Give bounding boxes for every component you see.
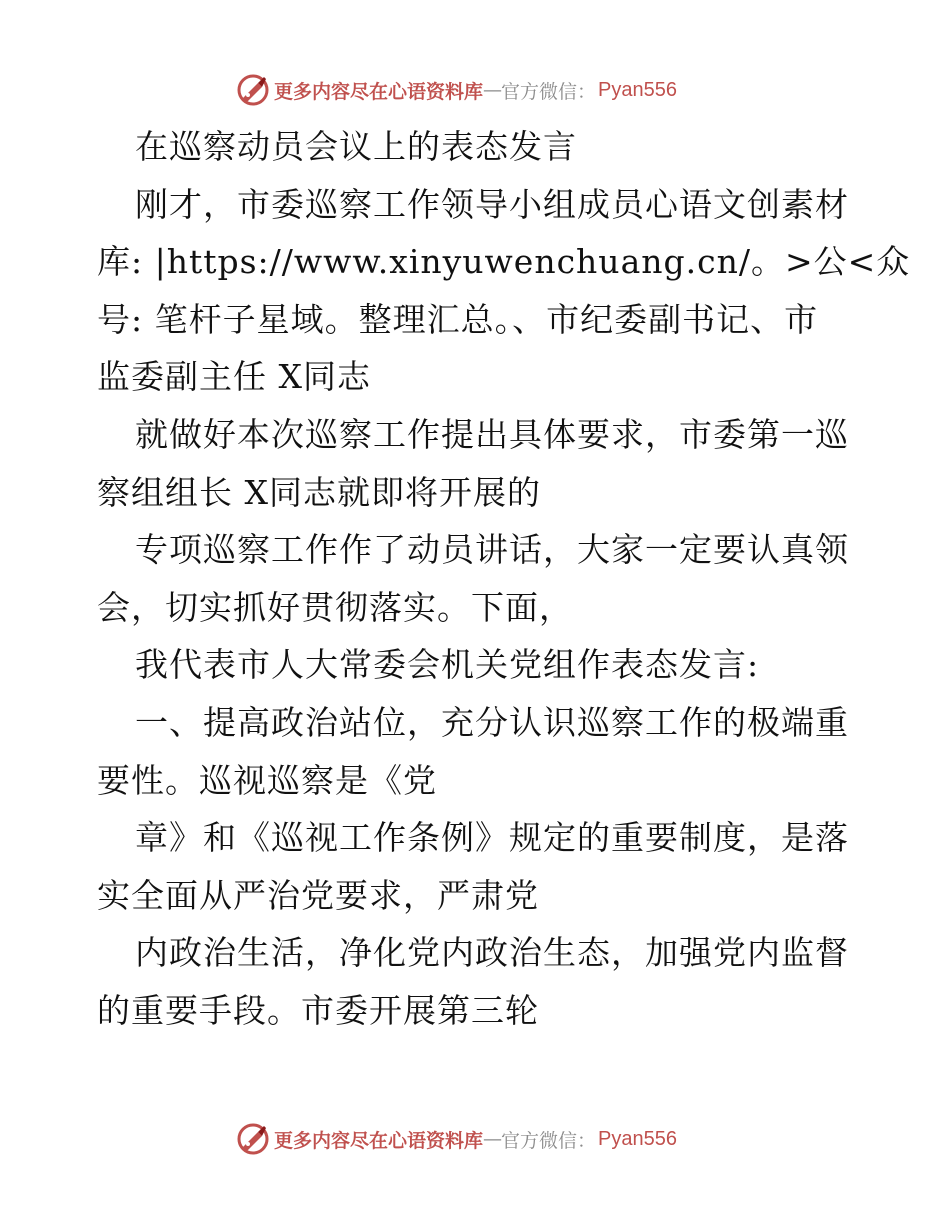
banner-sub-text: 官方微信：: [501, 80, 597, 103]
body-line: 专项巡察工作作了动员讲话，大家一定要认真领: [135, 530, 849, 570]
document-title: 在巡察动员会议上的表态发言: [135, 127, 577, 166]
banner-dash: —: [483, 79, 502, 101]
body-line: 章》和《巡视工作条例》规定的重要制度，是落: [135, 818, 849, 858]
pen-logo-icon: [236, 73, 270, 107]
body-line: 刚才，市委巡察工作领导小组成员心语文创素材: [135, 184, 849, 224]
body-line: 号: 笔杆子星域。整理汇总。、市纪委副书记、市: [97, 299, 819, 339]
banner-sub-text: 官方微信：: [501, 1129, 597, 1152]
body-line: 要性。巡视巡察是《党: [97, 760, 437, 800]
body-line: 库: |https://www.xinyuwenchuang.cn/。>公<众: [97, 242, 911, 282]
section-heading-line: 一、提高政治站位，充分认识巡察工作的极端重: [135, 702, 849, 742]
body-line: 就做好本次巡察工作提出具体要求，市委第一巡: [135, 414, 849, 454]
banner-main-text: 更多内容尽在心语资料库: [274, 1129, 484, 1152]
body-line: 我代表市人大常委会机关党组作表态发言:: [135, 645, 760, 685]
banner-main-text: 更多内容尽在心语资料库: [274, 80, 484, 103]
body-line: 监委副主任 X同志: [97, 357, 371, 397]
body-line: 实全面从严治党要求，严肃党: [97, 875, 539, 915]
body-line: 察组组长 X同志就即将开展的: [97, 472, 541, 512]
banner-dash: —: [483, 1128, 502, 1150]
body-line: 内政治生活，净化党内政治生态，加强党内监督: [135, 933, 849, 973]
header-banner: [236, 72, 716, 108]
banner-wechat-id: Pyan556: [598, 78, 677, 101]
banner-wechat-id: Pyan556: [598, 1127, 677, 1150]
footer-banner: [236, 1121, 716, 1157]
document-body: [97, 118, 911, 1040]
body-line: 会，切实抓好贯彻落实。下面，: [97, 587, 573, 627]
body-line: 的重要手段。市委开展第三轮: [97, 990, 539, 1030]
pen-logo-icon: [236, 1122, 270, 1156]
